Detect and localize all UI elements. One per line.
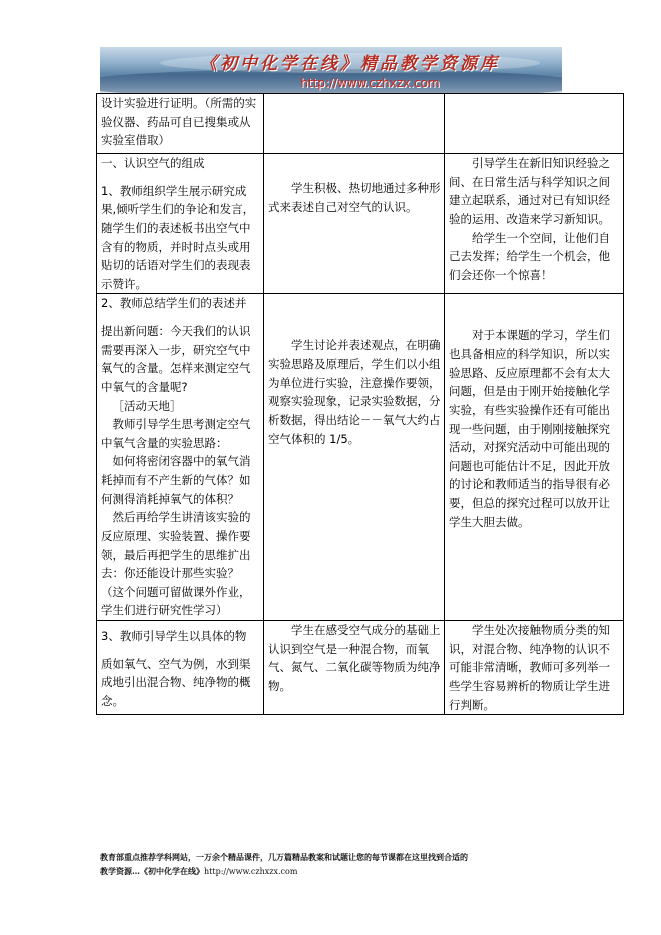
teacher-text: 教师引导学生思考测定空气中氧气含量的实验思路： [101,417,251,450]
banner-url[interactable]: http://www.czhxzx.com [300,76,440,90]
student-activity-cell [264,621,445,715]
design-intent-cell [445,621,624,715]
student-text: 学生讨论并表述观点，在明确实验思路及原理后，学生们以小组为单位进行实验，注意操作要领，观察实验现象，记录实验数据，分析数据，得出结论－－氧气大约占空气体积的 1/5。 [268,338,441,446]
teacher-activity-cell [97,94,264,154]
activity-heading: ［活动天地］ [112,398,182,413]
teacher-activity-cell [97,294,264,621]
section-heading: 一、认识空气的组成 [101,156,205,170]
table-row [97,294,624,621]
table-row [97,621,624,715]
footer-line-2 [100,865,620,879]
student-activity-cell [264,294,445,621]
student-text: 学生在感受空气成分的基础上认识到空气是一种混合物，而氧气、氮气、二氧化碳等物质为纯净物。 [268,623,441,693]
teacher-text: 如何将密闭容器中的氧气消耗掉而有不产生新的气体？如何测得消耗掉氧气的体积？ [101,454,251,506]
lesson-plan-table [96,93,624,715]
page-footer [100,851,620,878]
footer-url-link[interactable]: http://www.czhxzx.com [204,866,298,876]
student-activity-cell [264,94,445,154]
student-text: 学生积极、热切地通过多种形式来表述自己对空气的认识。 [268,181,441,214]
student-activity-cell [264,154,445,294]
footer-line-1: 教育部重点推荐学科网站，一万余个精品课件，几万篇精品教案和试题让您的每节课都在这里找到合适的 [100,852,468,862]
teacher-text: 3、教师引导学生以具体的物 [101,629,247,643]
intent-text: 对于本课题的学习，学生们也具备相应的科学知识，所以实验思路、反应原理都不会有太大问题，但是由于刚开始接触化学实验，有些实验操作还有可能出现一些问题，由于刚刚接触探究活动，对探究活动中可能出现的问题也可能估计不足，因此开放的讨论和教师适当的指导很有必要，但总的探究过程可以放开让学生大胆去做。 [449,328,610,529]
table-row [97,154,624,294]
teacher-text: 设计实验进行证明。（所需的实验仪器、药品可自已搜集或从实验室借取） [101,96,257,148]
intent-text: 学生处次接触物质分类的知识，对混合物、纯净物的认识不可能非常清晰，教师可多列举一些学生容易辨析的物质让学生进行判断。 [449,623,610,712]
intent-text: 引导学生在新旧知识经验之间、在日常生活与科学知识之间建立起联系，通过对已有知识经验的运用、改造来学习新知识。 [449,156,610,226]
teacher-text: 提出新问题：今天我们的认识需要再深入一步，研究空气中氧气的含量。怎样来测定空气中氧气的含量呢? [101,324,251,394]
footer-site-name: 教学资源…《初中化学在线》 [100,865,204,876]
teacher-text: 然后再给学生讲清该实验的反应原理、实验装置、操作要领，最后再把学生的思维扩出去：你还能设计那些实验？（这个问题可留做课外作业，学生们进行研究性学习） [101,510,251,618]
teacher-text: 1、教师组织学生展示研究成果,倾听学生们的争论和发言，随学生们的表述板书出空气中含有的物质，并时时点头或用贴切的话语对学生们的表现表示赞许。 [101,183,255,291]
teacher-text: 2、教师总结学生们的表述并 [101,296,247,311]
teacher-activity-cell [97,621,264,715]
teacher-activity-cell [97,154,264,294]
design-intent-cell [445,154,624,294]
site-banner [100,47,562,93]
banner-title: 《初中化学在线》精品教学资源库 [200,54,500,74]
design-intent-cell [445,94,624,154]
table-row [97,94,624,154]
design-intent-cell [445,294,624,621]
intent-text: 给学生一个空间，让他们自己去发挥；给学生一个机会，他们会还你一个惊喜！ [449,230,610,282]
teacher-text: 质如氧气、空气为例，水到渠成地引出混合物、纯净物的概念。 [101,656,251,708]
